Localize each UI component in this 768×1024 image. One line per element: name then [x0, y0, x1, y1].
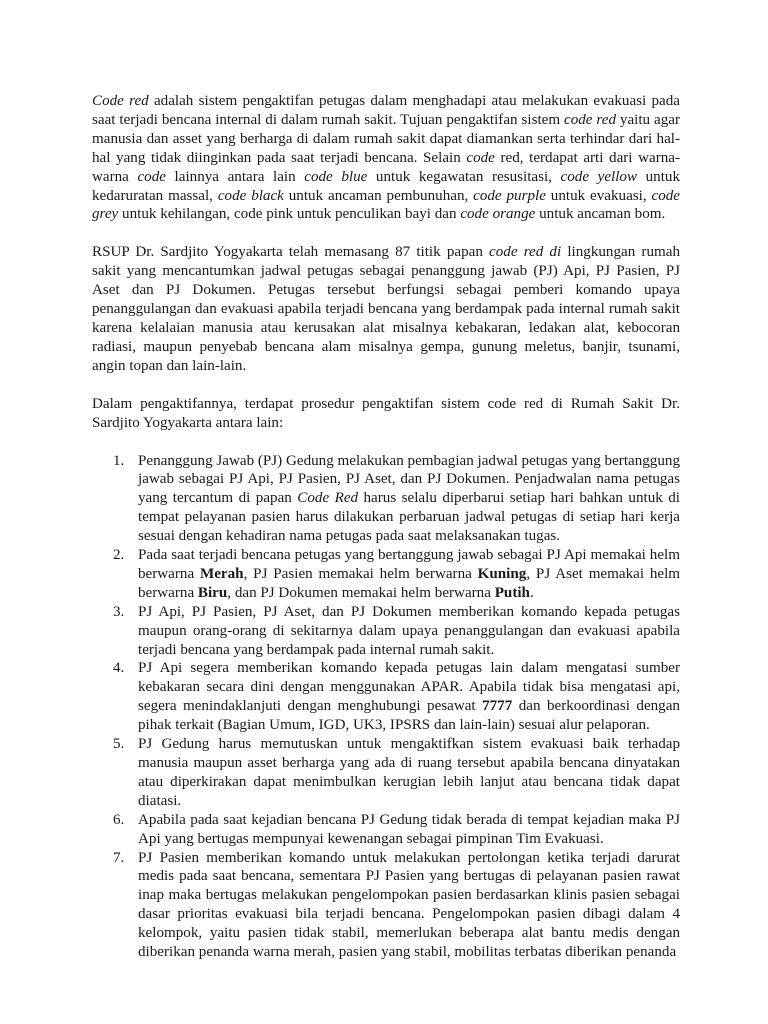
italic-term: code yellow	[560, 168, 638, 185]
list-item-number: 7.	[113, 849, 125, 866]
list-item-number: 2.	[113, 547, 125, 564]
italic-term: code red di	[489, 244, 562, 261]
list-item-text	[138, 850, 680, 961]
text-run: untuk kegawatan resusitasi,	[367, 168, 561, 185]
bold-term: Merah	[199, 565, 244, 582]
italic-term: Code red	[92, 93, 149, 109]
text-run: , dan PJ Dokumen memakai helm berwarna	[227, 584, 495, 601]
list-item-number: 5.	[113, 736, 125, 753]
text-run: Apabila pada saat kejadian bencana PJ Gedung tidak berada di tempat kejadian maka PJ Api yang bertugas mempunyai kewenangan sebagai pimpinan Tim Evakuasi.	[138, 811, 680, 847]
text-run: PJ Api, PJ Pasien, PJ Aset, dan PJ Dokumen memberikan komando kepada petugas maupun orang-orang di sekitarnya dalam upaya penanggulangan dan evakuasi apabila terjadi bencana yang berdampak pada internal rumah sakit.	[138, 603, 680, 658]
text-run: adalah sistem pengaktifan petugas dalam menghadapi atau melakukan evakuasi pada saat terjadi bencana internal di dalam rumah sakit. Tujuan pengaktifan sistem	[92, 93, 680, 128]
list-item-text	[138, 453, 680, 545]
italic-term: code black	[217, 187, 284, 204]
bold-term: Biru	[197, 584, 228, 601]
list-item	[113, 849, 680, 962]
italic-term: code orange	[460, 206, 536, 223]
bold-term: Kuning	[477, 565, 527, 582]
list-item-text	[138, 812, 680, 847]
italic-term: code	[137, 168, 166, 185]
text-run: untuk kedaruratan massal,	[92, 168, 680, 204]
list-item-text	[138, 660, 680, 733]
text-run: , PJ Aset memakai helm berwarna	[138, 565, 681, 601]
text-run: lainnya antara lain	[165, 168, 305, 185]
text-run: Penanggung Jawab (PJ) Gedung melakukan pembagian jadwal petugas yang bertanggung jawab sebagai PJ Api, PJ Pasien, PJ Aset, dan PJ Dokumen. Penjadwalan nama petugas yang tercantum di papan	[138, 452, 680, 507]
list-item	[113, 811, 680, 849]
paragraph-sardjito-boards	[92, 243, 680, 375]
list-item-text	[138, 604, 680, 658]
list-item	[113, 659, 680, 735]
procedure-list	[92, 452, 680, 962]
text-run: PJ Gedung harus memutuskan untuk mengaktifkan sistem evakuasi baik terhadap manusia maupun asset berharga yang ada di ruang tersebut apabila bencana dinyatakan atau diperkirakan dapat menimbulkan kerugian lebih lanjut atau bencana tidak dapat diatasi.	[138, 736, 680, 809]
bold-term: Putih	[494, 584, 530, 601]
text-run: Dalam pengaktifannya, terdapat prosedur pengaktifan sistem code red di Rumah Sakit Dr. Sardjito Yogyakarta antara lain:	[92, 395, 680, 431]
text-run: dan berkoordinasi dengan pihak terkait (Bagian Umum, IGD, UK3, IPSRS dan lain-lain) sesuai alur pelaporan.	[138, 698, 680, 734]
text-run: harus selalu diperbarui setiap hari bahkan untuk di tempat pelayanan pasien harus dilakukan perbaruan jadwal petugas di setiap hari kerja sesuai dengan kehadiran nama petugas pada saat melaksanakan tugas.	[138, 490, 680, 545]
text-run: , PJ Pasien memakai helm berwarna	[243, 565, 478, 582]
italic-term: code blue	[304, 168, 368, 185]
text-run: red, terdapat arti dari warna-warna	[92, 149, 681, 185]
text-run: Pada saat terjadi bencana petugas yang bertanggung jawab sebagai PJ Api memakai helm berwarna	[138, 547, 680, 582]
paragraph-procedure-intro	[92, 395, 680, 433]
list-item-text	[138, 547, 680, 601]
text-run: .	[529, 584, 534, 601]
text-run: RSUP Dr. Sardjito Yogyakarta telah memasang 87 titik papan	[92, 244, 490, 261]
list-item	[113, 603, 680, 660]
text-run: yaitu agar manusia dan asset yang berharga di dalam rumah sakit dapat diamankan serta terhindar dari hal-hal yang tidak diinginkan pada saat terjadi bencana. Selain	[92, 111, 681, 166]
italic-term: code	[466, 149, 495, 166]
list-item	[113, 546, 681, 603]
text-run: untuk evakuasi,	[545, 187, 652, 204]
list-item-number: 6.	[113, 811, 125, 828]
text-run: untuk kehilangan, code pink untuk penculikan bayi dan	[118, 206, 461, 223]
bold-term: 7777	[482, 698, 513, 715]
italic-term: code red	[564, 111, 616, 128]
text-run: untuk ancaman bom.	[535, 206, 666, 223]
list-item-number: 1.	[113, 452, 125, 469]
text-run: untuk ancaman pembunuhan,	[283, 187, 474, 204]
text-run: PJ Pasien memberikan komando untuk melakukan pertolongan ketika terjadi darurat medis pada saat bencana, sementara PJ Pasien yang bertugas di pelayanan pasien rawat inap maka bertugas melakukan pengelompokan pasien berdasarkan klinis pasien sebagai dasar prioritas evakuasi bila terjadi bencana. Pengelompokan pasien dibagi dalam 4 kelompok, yaitu pasien tidak stabil, memerlukan beberapa alat bantu medis dengan diberikan penanda warna merah, pasien yang stabil, mobilitas terbatas diberikan penanda	[138, 849, 680, 961]
list-item-number: 4.	[113, 660, 125, 677]
text-run: lingkungan rumah sakit yang mencantumkan jadwal petugas sebagai penanggung jawab (PJ) Api, PJ Pasien, PJ Aset dan PJ Dokumen. Petugas tersebut berfungsi sebagai pemberi komando upaya penanggulangan dan evakuasi apabila terjadi bencana yang berdampak pada internal rumah sakit karena kelalaian manusia atau kerusakan alat misalnya kebakaran, ledakan alat, kebocoran radiasi, maupun penyebab bencana alam misalnya gempa, gunung meletus, banjir, tsunami, angin topan dan lain-lain.	[92, 244, 680, 374]
text-run: PJ Api segera memberikan komando kepada petugas lain dalam mengatasi sumber kebakaran secara dini dengan menggunakan APAR. Apabila tidak bisa mengatasi api, segera menindaklanjuti dengan menghubungi pesawat	[138, 660, 680, 715]
italic-term: code grey	[92, 187, 680, 223]
list-item-text	[138, 736, 680, 809]
italic-term: code purple	[473, 187, 546, 204]
paragraph-code-red-intro	[92, 92, 680, 224]
list-item-number: 3.	[113, 603, 125, 620]
list-item	[113, 452, 680, 547]
italic-term: Code Red	[297, 490, 359, 507]
list-item	[113, 735, 680, 811]
